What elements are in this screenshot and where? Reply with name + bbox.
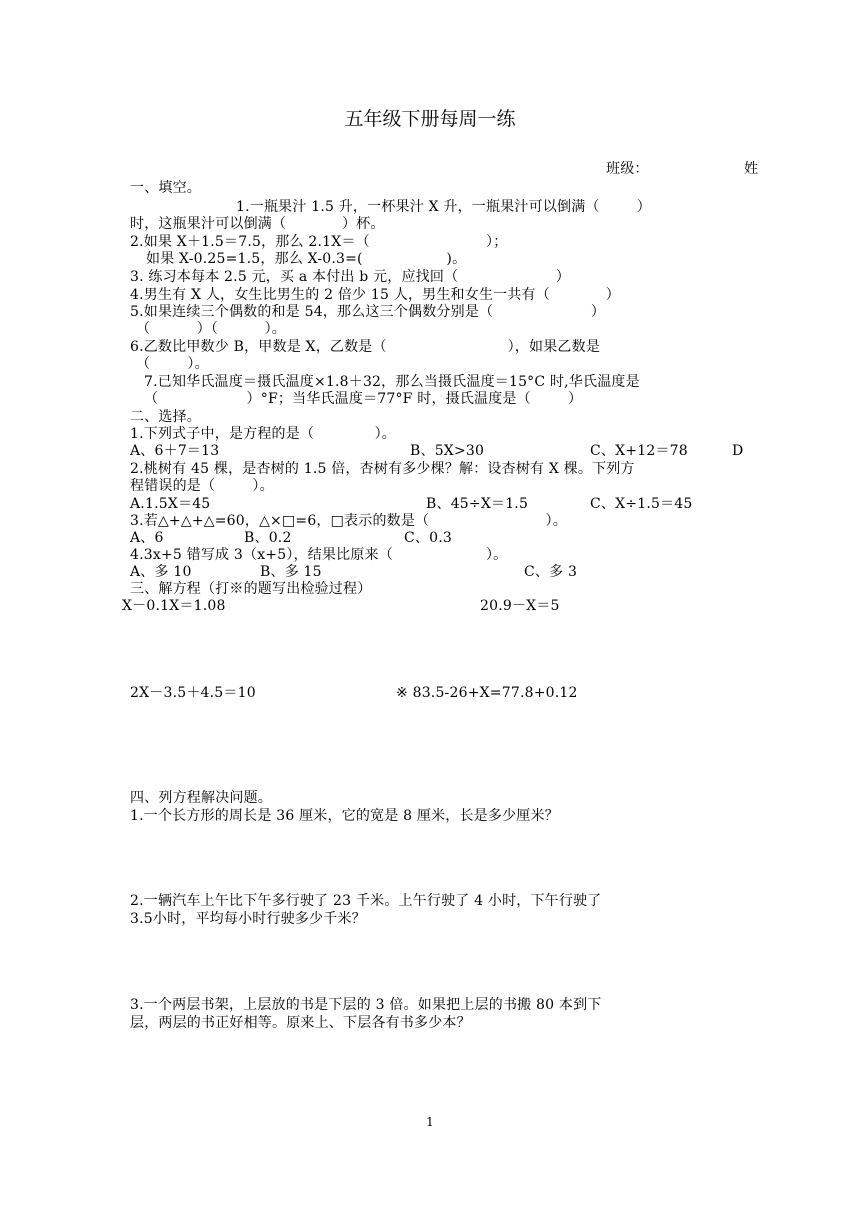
fill-q7-line2: （ ）°F；当华氏温度＝77°F 时，摄氏温度是（ ）: [144, 391, 583, 407]
class-label: 班级：: [606, 161, 649, 177]
choice-q2-option-c: C、X÷1.5＝45: [590, 496, 693, 512]
section4-heading: 四、列方程解决问题。: [130, 790, 272, 806]
fill-q5-line1: 5.如果连续三个偶数的和是 54，那么这三个偶数分别是（ ）: [130, 304, 606, 320]
choice-q1: 1.下列式子中，是方程的是（ ）。: [130, 426, 397, 442]
word-problem-3-line2: 层，两层的书正好相等。原来上、下层各有书多少本？: [130, 1015, 471, 1031]
page-number: 1: [426, 1115, 434, 1129]
choice-q4-option-b: B、多 15: [260, 564, 322, 580]
fill-q7-line1: 7.已知华氏温度＝摄氏温度×1.8＋32，那么当摄氏温度＝15°C 时,华氏温度是: [144, 374, 640, 390]
choice-q4-option-a: A、多 10: [130, 564, 192, 580]
fill-q6-line2: （ ）。: [136, 356, 209, 372]
equation-4: ※ 83.5-26+X=77.8+0.12: [396, 685, 578, 701]
choice-q1-option-d: D: [732, 443, 744, 459]
fill-q1-line2: 时，这瓶果汁可以倒满（ ）杯。: [130, 216, 385, 232]
word-problem-1: 1.一个长方形的周长是 36 厘米，它的宽是 8 厘米，长是多少厘米？: [130, 808, 559, 824]
equation-2: 20.9－X＝5: [480, 598, 560, 614]
page-title: 五年级下册每周一练: [344, 108, 516, 130]
word-problem-2-line1: 2.一辆汽车上午比下午多行驶了 23 千米。上午行驶了 4 小时，下午行驶了: [130, 893, 602, 909]
choice-q2-option-a: A.1.5X＝45: [130, 496, 211, 512]
section2-heading: 二、选择。: [130, 409, 201, 425]
section1-heading: 一、填空。: [130, 180, 201, 196]
choice-q1-option-c: C、X+12＝78: [590, 443, 688, 459]
choice-q3-option-b: B、0.2: [244, 530, 292, 546]
choice-q3-option-a: A、6: [130, 530, 164, 546]
fill-q4: 4.男生有 X 人，女生比男生的 2 倍少 15 人，男生和女生一共有（ ）: [130, 287, 620, 303]
fill-q1-line1: 1.一瓶果汁 1.5 升，一杯果汁 X 升，一瓶果汁可以倒满（ ）: [236, 199, 651, 215]
choice-q2-option-b: B、45÷X＝1.5: [426, 496, 529, 512]
choice-q2-line2: 程错误的是（ ）。: [130, 478, 274, 494]
fill-q6-line1: 6.乙数比甲数少 B，甲数是 X，乙数是（ ），如果乙数是: [130, 339, 601, 355]
choice-q3: 3.若△+△+△=60，△×□=6，□表示的数是（ ）。: [130, 513, 567, 529]
equation-1: X－0.1X＝1.08: [122, 598, 226, 614]
choice-q3-option-c: C、0.3: [404, 530, 452, 546]
equation-3: 2X－3.5＋4.5＝10: [130, 685, 256, 701]
name-label: 姓: [744, 161, 759, 177]
fill-q2-line2: 如果 X-0.25=1.5，那么 X-0.3=( )。: [146, 251, 467, 267]
choice-q1-option-a: A、6＋7＝13: [130, 443, 220, 459]
fill-q2-line1: 2.如果 X＋1.5＝7.5，那么 2.1X＝（ ）；: [130, 234, 508, 250]
word-problem-3-line1: 3.一个两层书架，上层放的书是下层的 3 倍。如果把上层的书搬 80 本到下: [130, 997, 602, 1013]
choice-q4-option-c: C、多 3: [524, 564, 578, 580]
choice-q4: 4.3x+5 错写成 3（x+5），结果比原来（ ）。: [130, 547, 508, 563]
fill-q3: 3. 练习本每本 2.5 元，买 a 本付出 b 元，应找回（ ）: [130, 269, 571, 285]
fill-q5-line2: （ ）（ ）。: [136, 321, 287, 337]
choice-q2-line1: 2.桃树有 45 棵，是杏树的 1.5 倍，杏树有多少棵？解：设杏树有 X 棵。下列方: [130, 461, 635, 477]
section3-heading: 三、解方程（打※的题写出检验过程）: [130, 581, 372, 597]
choice-q1-option-b: B、5X>30: [410, 443, 485, 459]
word-problem-2-line2: 3.5小时，平均每小时行驶多少千米？: [130, 911, 366, 927]
